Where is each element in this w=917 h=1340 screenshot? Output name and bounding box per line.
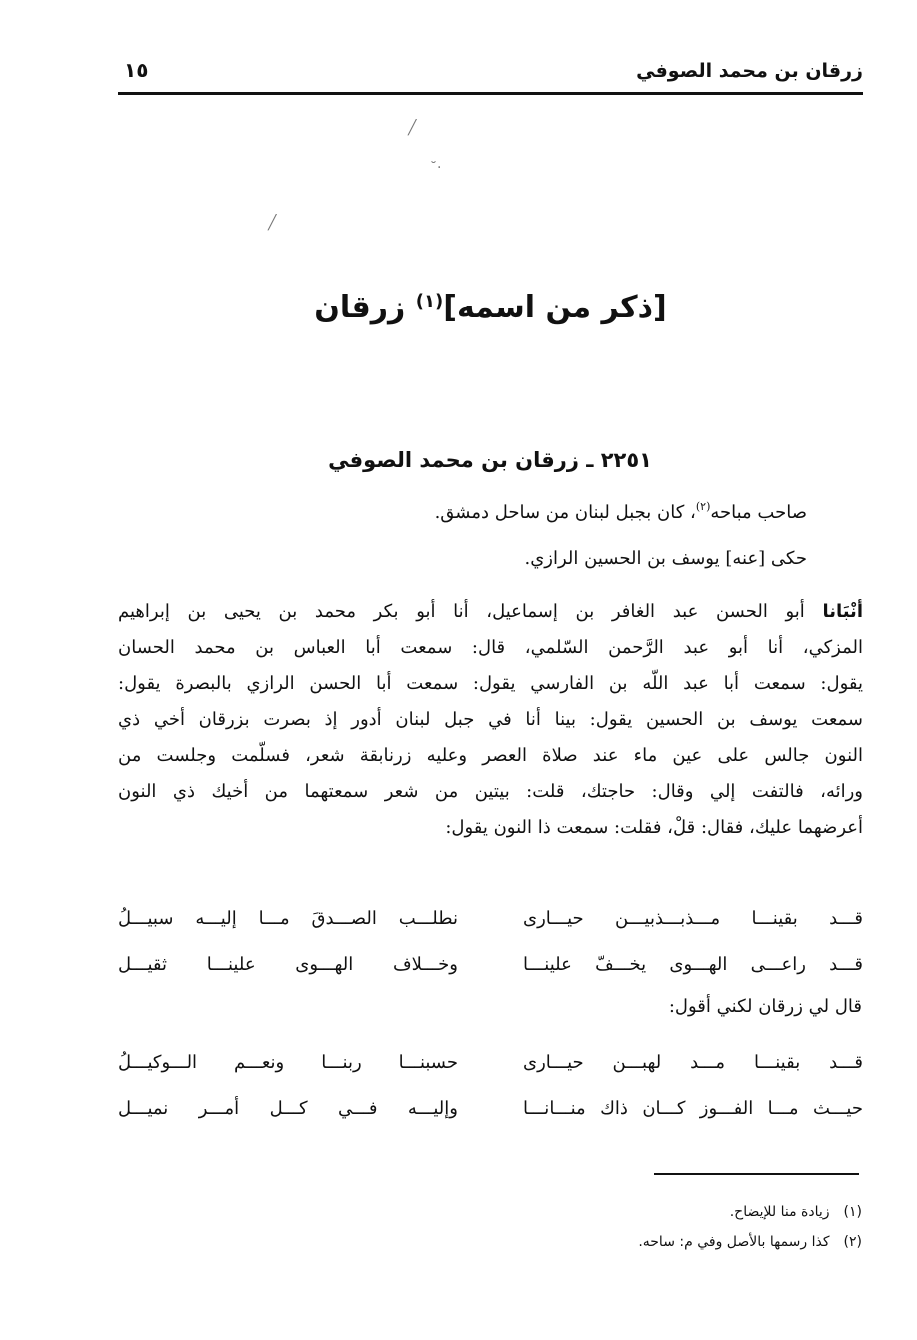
chapter-title-main: [ذكر من اسمه] [443, 290, 667, 325]
paragraph-text: أبو الحسن عبد الغافر بن إسماعيل، أنا أبو بكر محمد بن يحيى بن إبراهيم [118, 601, 823, 622]
scan-speck: ╱ [268, 215, 277, 231]
scan-speck: ˘· [430, 160, 442, 176]
first-hemistich: قـــد راعـــى الهـــوى يخـــفّ علينـــا [523, 954, 863, 975]
footnote-text: زيادة منا للإيضاح. [729, 1204, 830, 1220]
running-title: زرقان بن محمد الصوفي [636, 60, 863, 82]
entry-line-text: ، كان بجبل لبنان من ساحل دمشق. [434, 502, 696, 523]
footnote-separator [654, 1173, 859, 1175]
footnote-number: (٢) [843, 1234, 862, 1250]
footnote-ref: (١) [415, 291, 444, 312]
entry-line: حكى [عنه] يوسف بن الحسين الرازي. [524, 548, 807, 569]
chapter-title [118, 290, 863, 325]
paragraph-line: يقول: سمعت أبا عبد اللّه بن الفارسي يقول: سمعت أبا الحسن الرازي بالبصرة يقول: [118, 673, 863, 694]
poem-block [118, 896, 863, 988]
lead-word: أنْبَانا [822, 601, 863, 622]
footnote-ref: (٢) [695, 500, 711, 513]
page-header [118, 56, 863, 95]
first-hemistich: قـــد بقينـــا مـــذبـــذبيـــن حيـــارى [523, 908, 863, 929]
second-hemistich: وإليـــه فـــي كـــل أمـــر نميـــل [118, 1098, 458, 1119]
verse-line [118, 896, 863, 942]
paragraph-line [118, 594, 863, 630]
paragraph-line: أعرضهما عليك، فقال: قلْ، فقلت: سمعت ذا النون يقول: [445, 817, 863, 838]
entry-line [435, 500, 807, 523]
second-hemistich: وخـــلاف الهـــوى علينـــا ثقيـــل [118, 954, 458, 975]
entry-line-text: صاحب مباحه [710, 502, 807, 523]
first-hemistich: قـــد بقينـــا مـــد لهبـــن حيـــارى [523, 1052, 863, 1073]
second-hemistich: حسبنـــا ربنـــا ونعـــم الـــوكيـــلُ [118, 1052, 458, 1073]
verse-line [118, 1086, 863, 1132]
footnote-number: (١) [843, 1204, 862, 1220]
said-line: قال لي زرقان لكني أقول: [668, 996, 862, 1017]
footnote [730, 1204, 862, 1220]
footnote-text: كذا رسمها بالأصل وفي م: ساحه. [638, 1234, 830, 1250]
first-hemistich: حيـــث مـــا الفـــوز كـــان ذاك منـــانـــا [523, 1098, 863, 1119]
paragraph-line: سمعت يوسف بن الحسين يقول: بينا أنا في جبل لبنان أدور إذ بصرت بزرقان أخي ذي [118, 709, 863, 730]
paragraph-line: المزكي، أنا أبو عبد الرَّحمن السّلمي، قال: سمعت أبا العباس بن محمد الحسان [118, 637, 863, 658]
page-number: ١٥ [124, 58, 149, 82]
paragraph-line: النون جالس على عين ماء عند صلاة العصر وعليه زرنابقة شعر، فسلّمت وجلست من [118, 745, 863, 766]
footnote [638, 1234, 862, 1250]
entry-title: ٢٢٥١ ـ زرقان بن محمد الصوفي [328, 448, 652, 472]
narration-paragraph [118, 594, 863, 846]
chapter-title-name: زرقان [314, 290, 416, 325]
second-hemistich: نطلـــب الصـــدقَ مـــا إليـــه سبيـــلُ [118, 908, 458, 929]
verse-line [118, 1040, 863, 1086]
poem-block [118, 1040, 863, 1132]
scan-speck: ╱ [408, 120, 417, 136]
paragraph-line: ورائه، فالتفت إلي وقال: حاجتك، قلت: بيتين من شعر سمعتهما من أخيك ذي النون [118, 781, 863, 802]
verse-line [118, 942, 863, 988]
